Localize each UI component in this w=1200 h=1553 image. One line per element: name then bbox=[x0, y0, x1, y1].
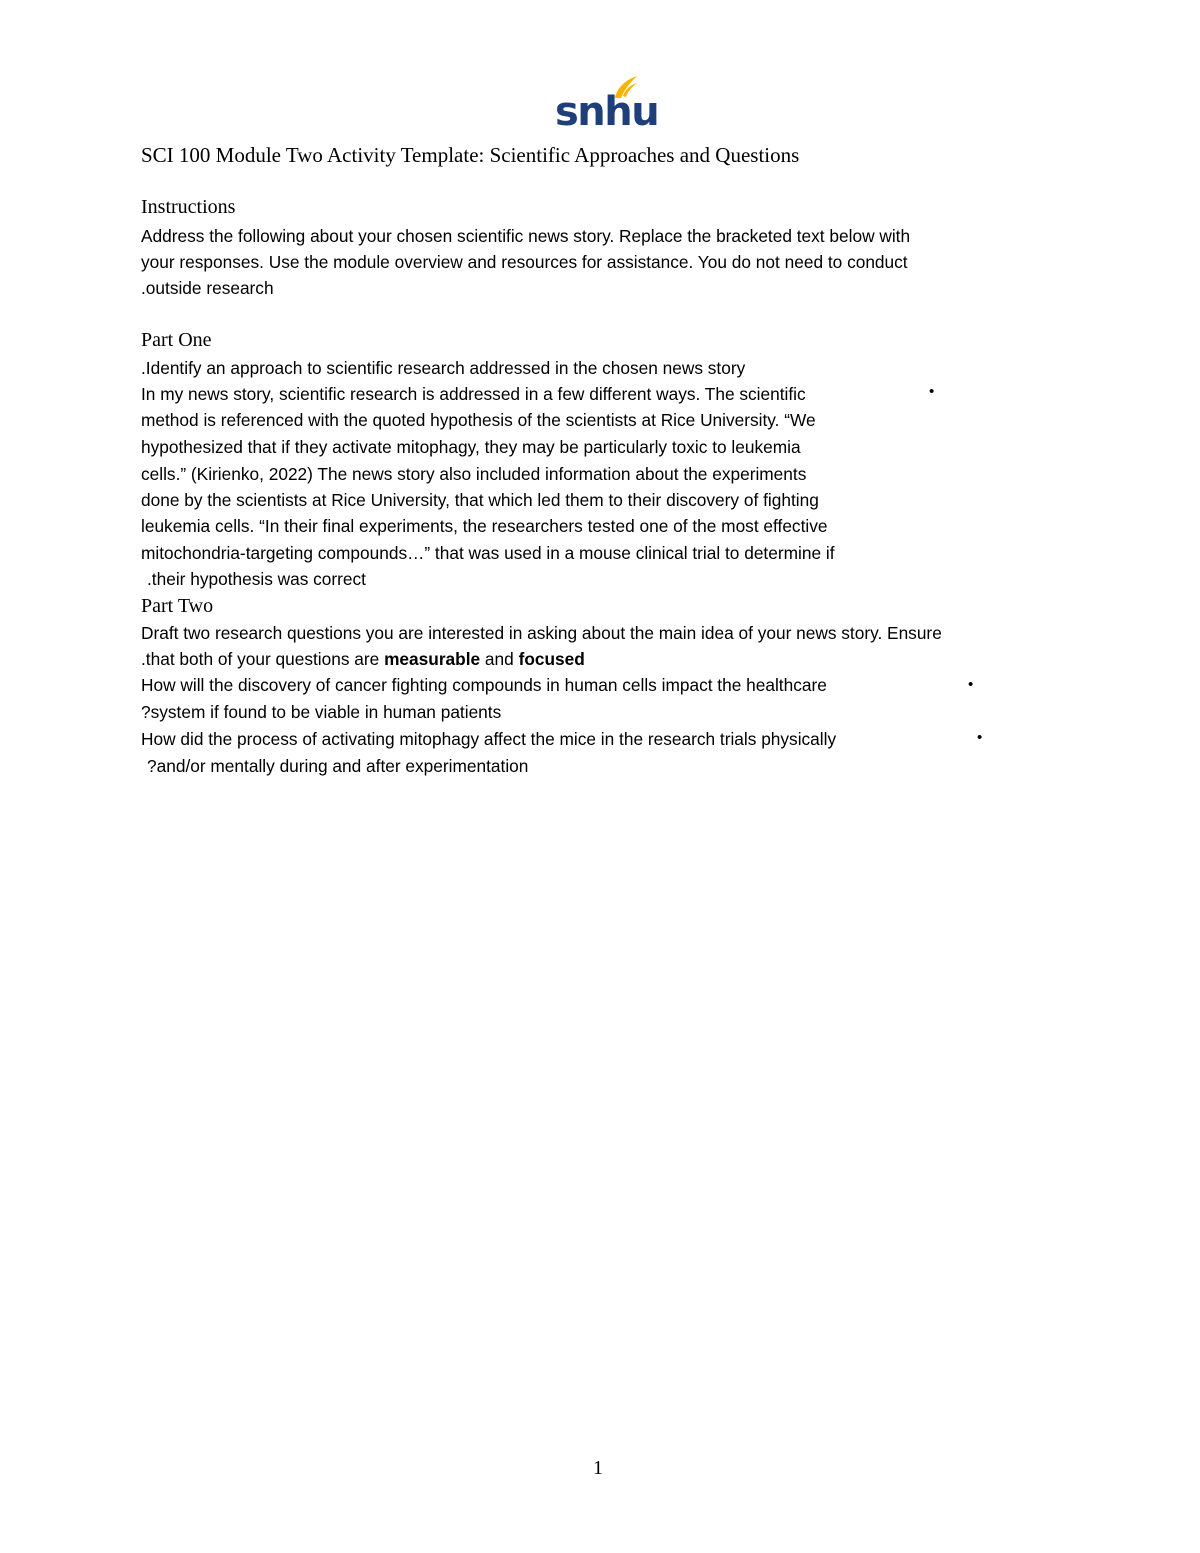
prompt-text: and bbox=[480, 649, 519, 669]
instructions-heading: Instructions bbox=[141, 196, 236, 218]
research-question-line: ?system if found to be viable in human patients bbox=[141, 702, 502, 722]
part-two-prompt-line bbox=[141, 646, 585, 672]
part-one-answer-line: leukemia cells. “In their final experiments, the researchers tested one of the most effective bbox=[141, 516, 828, 536]
instructions-line: your responses. Use the module overview and resources for assistance. You do not need to conduct bbox=[141, 252, 908, 272]
document-title: SCI 100 Module Two Activity Template: Scientific Approaches and Questions bbox=[141, 143, 800, 167]
part-two-heading: Part Two bbox=[141, 595, 214, 617]
bullet-icon: • bbox=[977, 729, 983, 746]
instructions-line: Address the following about your chosen scientific news story. Replace the bracketed text below with bbox=[141, 226, 911, 246]
bullet-icon: • bbox=[929, 383, 935, 400]
logo-wordmark: snhu bbox=[555, 89, 659, 135]
research-question-line: ?and/or mentally during and after experimentation bbox=[147, 756, 529, 776]
prompt-bold-focused: focused bbox=[518, 649, 585, 669]
part-two-prompt-line: Draft two research questions you are interested in asking about the main idea of your news story. Ensure bbox=[141, 623, 942, 643]
part-one-heading: Part One bbox=[141, 329, 212, 351]
part-one-answer-line: cells.” (Kirienko, 2022) The news story also included information about the experiments bbox=[141, 464, 807, 484]
part-one-answer-line: mitochondria-targeting compounds…” that was used in a mouse clinical trial to determine if bbox=[141, 543, 835, 563]
bullet-icon: • bbox=[968, 676, 974, 693]
research-question-line: How will the discovery of cancer fighting compounds in human cells impact the healthcare bbox=[141, 675, 827, 695]
part-one-answer-line: method is referenced with the quoted hypothesis of the scientists at Rice University. “We bbox=[141, 410, 816, 430]
prompt-bold-measurable: measurable bbox=[384, 649, 481, 669]
part-one-answer-line: .their hypothesis was correct bbox=[147, 569, 366, 589]
part-one-prompt: .Identify an approach to scientific research addressed in the chosen news story bbox=[141, 358, 746, 378]
research-question-line: How did the process of activating mitophagy affect the mice in the research trials physically bbox=[141, 729, 837, 749]
part-one-answer-line: In my news story, scientific research is addressed in a few different ways. The scientific bbox=[141, 384, 806, 404]
part-one-answer-line: done by the scientists at Rice University, that which led them to their discovery of fighting bbox=[141, 490, 819, 510]
snhu-logo bbox=[555, 74, 659, 135]
instructions-line: .outside research bbox=[141, 278, 274, 298]
prompt-text: .that both of your questions are bbox=[141, 649, 385, 669]
page-number: 1 bbox=[593, 1457, 603, 1479]
part-one-answer-line: hypothesized that if they activate mitophagy, they may be particularly toxic to leukemia bbox=[141, 437, 801, 457]
